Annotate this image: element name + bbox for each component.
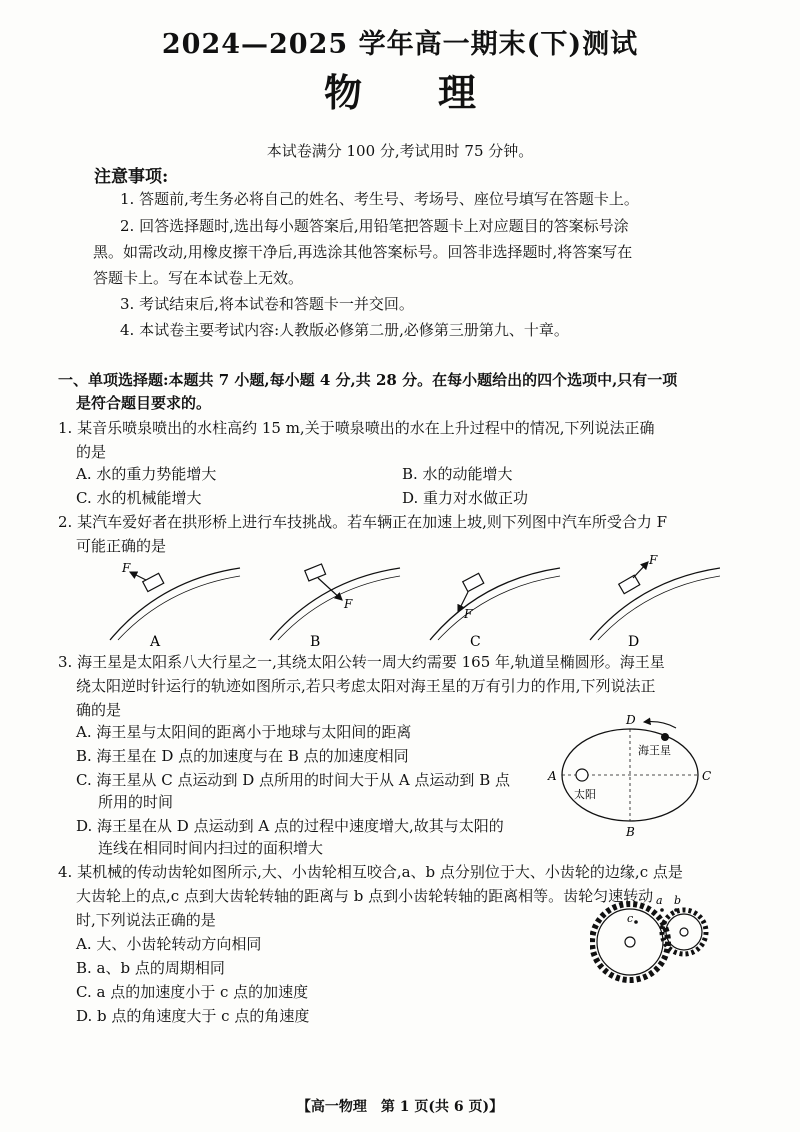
car-icon (463, 573, 484, 591)
force-label: F (344, 597, 353, 611)
q1-option-b: B. 水的动能增大 (402, 465, 513, 483)
orbit-label-b: B (626, 825, 635, 839)
q3-stem-1: 3. 海王星是太阳系八大行星之一,其绕太阳公转一周大约需要 165 年,轨道呈椭圆形。海王星 (58, 653, 665, 671)
q3-option-b: B. 海王星在 D 点的加速度与在 B 点的加速度相同 (76, 747, 409, 765)
force-label: F (122, 561, 131, 575)
q4-gear-figure (590, 892, 720, 992)
q1-stem-1: 1. 某音乐喷泉喷出的水柱高约 15 m,关于喷泉喷出的水在上升过程中的情况,下列说法正确 (58, 419, 655, 437)
orbit-label-a: A (548, 769, 557, 783)
q3-option-d-1: D. 海王星在从 D 点运动到 A 点的过程中速度增大,故其与太阳的 (76, 817, 504, 835)
gear-label-b: b (674, 894, 682, 907)
q4-option-c: C. a 点的加速度小于 c 点的加速度 (76, 983, 309, 1001)
q2-figure-a (110, 561, 240, 650)
exam-title: 2024—2025 学年高一期末(下)测试 (161, 29, 639, 60)
q1-option-d: D. 重力对水做正功 (402, 489, 529, 507)
neptune-label: 海王星 (638, 744, 671, 757)
q4-stem-3: 时,下列说法正确的是 (76, 911, 216, 929)
q4-option-a: A. 大、小齿轮转动方向相同 (76, 935, 262, 953)
q2-figure-c (430, 568, 560, 650)
car-icon (305, 564, 326, 581)
figure-label-d: D (628, 634, 640, 650)
q3-option-c-1: C. 海王星从 C 点运动到 D 点所用的时间大于从 A 点运动到 B 点 (76, 771, 510, 789)
subject-char-2: 理 (438, 70, 477, 115)
q3-option-c-2: 所用的时间 (98, 793, 174, 811)
car-icon (619, 575, 640, 594)
force-arrow (318, 578, 342, 600)
q1-stem-2: 的是 (76, 443, 107, 461)
neptune-icon (661, 733, 669, 741)
notice-line-5: 3. 考试结束后,将本试卷和答题卡一并交回。 (120, 295, 414, 313)
q2-figure-b (270, 564, 400, 650)
q2-figures (80, 550, 720, 650)
q2-stem-2: 可能正确的是 (76, 537, 167, 555)
q4-stem-2: 大齿轮上的点,c 点到大齿轮转轴的距离与 b 点到小齿轮转轴的距离相等。齿轮匀速转动 (76, 887, 654, 905)
force-label: F (649, 553, 658, 567)
gear-label-c: c (627, 912, 634, 925)
figure-label-a: A (150, 634, 161, 650)
q4-option-d: D. b 点的角速度大于 c 点的角速度 (76, 1007, 310, 1025)
force-label: F (464, 607, 473, 621)
q4-stem-1: 4. 某机械的传动齿轮如图所示,大、小齿轮相互咬合,a、b 点分别位于大、小齿轮的边缘,c 点是 (58, 863, 683, 881)
gear-label-a: a (656, 894, 663, 907)
force-arrow (633, 562, 648, 578)
subject-title (0, 62, 800, 117)
orbit-label-c: C (702, 769, 712, 783)
q1-option-c: C. 水的机械能增大 (76, 489, 202, 507)
orbit-label-d: D (626, 713, 636, 727)
q3-orbit-figure (540, 712, 720, 842)
notice-line-4: 答题卡上。写在本试卷上无效。 (93, 269, 304, 287)
figure-label-c: C (470, 634, 481, 650)
exam-info: 本试卷满分 100 分,考试用时 75 分钟。 (266, 142, 534, 160)
q3-stem-3: 确的是 (76, 701, 122, 719)
page-footer: 【高一物理 第 1 页(共 6 页)】 (296, 1099, 504, 1115)
notice-line-1: 1. 答题前,考生务必将自己的姓名、考生号、考场号、座位号填写在答题卡上。 (120, 190, 639, 208)
q2-stem-1: 2. 某汽车爱好者在拱形桥上进行车技挑战。若车辆正在加速上坡,则下列图中汽车所受合力 F (58, 513, 668, 531)
q2-figure-d (590, 553, 720, 650)
sun-label: 太阳 (574, 788, 596, 801)
notice-line-2: 2. 回答选择题时,选出每小题答案后,用铅笔把答题卡上对应题目的答案标号涂 (120, 217, 629, 235)
q3-option-a: A. 海王星与太阳间的距离小于地球与太阳间的距离 (76, 723, 412, 741)
q3-stem-2: 绕太阳逆时针运行的轨迹如图所示,若只考虑太阳对海王星的万有引力的作用,下列说法正 (76, 677, 656, 695)
sun-icon (576, 769, 588, 781)
figure-label-b: B (310, 634, 321, 650)
car-icon (143, 573, 164, 591)
notice-line-3: 黑。如需改动,用橡皮擦干净后,再选涂其他答案标号。回答非选择题时,将答案写在 (93, 243, 633, 261)
q1-option-a: A. 水的重力势能增大 (76, 465, 217, 483)
force-arrow (130, 572, 146, 580)
notice-title: 注意事项: (94, 167, 169, 187)
q3-option-d-2: 连线在相同时间内扫过的面积增大 (98, 839, 324, 857)
q4-option-b: B. a、b 点的周期相同 (76, 959, 225, 977)
subject-char-1: 物 (323, 70, 362, 115)
section1-line-1: 一、单项选择题:本题共 7 小题,每小题 4 分,共 28 分。在每小题给出的四个选项中,只有一项 (58, 371, 678, 389)
direction-arrow (644, 722, 676, 728)
notice-line-6: 4. 本试卷主要考试内容:人教版必修第二册,必修第三册第九、十章。 (120, 321, 569, 339)
section1-line-2: 是符合题目要求的。 (76, 394, 212, 412)
